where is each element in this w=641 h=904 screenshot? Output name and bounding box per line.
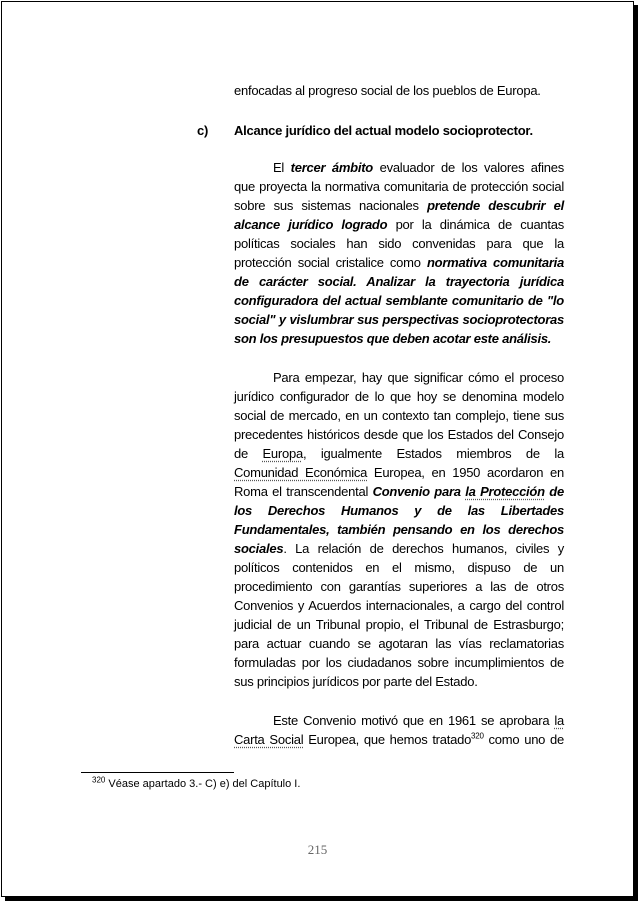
page-number: 215: [307, 842, 328, 857]
text-line: Convenios y Acuerdos internacionales, a cargo del control: [234, 598, 564, 613]
text-line: configuradora del actual semblante comunitario de "lo: [234, 293, 564, 308]
text-line: son los presupuestos que deben acotar este análisis.: [234, 331, 552, 346]
text-line: para actuar cuando se agotaran las vías reclamatorias: [234, 636, 564, 651]
text-line: Roma el transcendental Convenio para la Protección de: [234, 484, 564, 499]
text-line: sus principios jurídicos por parte del Estado.: [234, 674, 478, 689]
text-line: Carta Social Europea, que hemos tratado$^{320}$ como uno de: [234, 731, 564, 747]
text-line: formuladas por los ciudadanos sobre incumplimientos de: [234, 655, 564, 670]
text-line: Este Convenio motivó que en 1961 se aprobara la: [273, 713, 564, 728]
text-line: Fundamentales, también pensando en los derechos: [234, 522, 564, 537]
text-line: social de mercado, en un contexto tan complejo, tiene sus: [234, 408, 564, 423]
text-line: sobre sus sistemas nacionales pretende descubrir el: [234, 198, 564, 213]
text-line: procedimiento con garantías superiores a las de otros: [234, 579, 564, 594]
footnote: [92, 776, 300, 792]
text-line: Para empezar, hay que significar cómo el proceso: [273, 370, 564, 385]
text-line: sociales. La relación de derechos humanos, civiles y: [234, 541, 564, 556]
text-line: que proyecta la normativa comunitaria de protección social: [234, 179, 564, 194]
text-line: precedentes históricos desde que los Estados del Consejo: [234, 427, 564, 442]
text-line: judicial de un Tribunal propio, el Tribunal de Estrasburgo;: [234, 617, 564, 632]
text-line: políticas sociales han sido convenidas para que la: [234, 236, 564, 251]
text-line: de Europa, igualmente Estados miembros de la: [234, 446, 564, 461]
text-line: de carácter social. Analizar la trayectoria jurídica: [234, 274, 564, 289]
footnote-number: 320: [92, 775, 106, 785]
document-page: [1, 1, 634, 897]
text-line: social" y vislumbrar sus perspectivas socioprotectoras: [234, 312, 564, 327]
footnote-text: Véase apartado 3.- C) e) del Capítulo I.: [105, 778, 301, 790]
text-line: Comunidad Económica Europea, en 1950 acordaron en: [234, 465, 565, 480]
text-line: protección social cristalice como normativa comunitaria: [234, 255, 564, 270]
text-line: políticos contenidos en el mismo, dispuso de un: [234, 560, 564, 575]
text-line: alcance jurídico logrado por la dinámica de cuantas: [234, 217, 565, 232]
footnote-separator: [81, 772, 234, 773]
text-line: los Derechos Humanos y de las Libertades: [234, 503, 564, 518]
text-line: El tercer ámbito evaluador de los valores afines: [273, 160, 564, 175]
text-line: jurídico configurador de lo que hoy se denomina modelo: [234, 389, 564, 404]
footnote-ref: 320: [471, 731, 484, 741]
text-line: enfocadas al progreso social de los pueblos de Europa.: [234, 83, 541, 98]
heading-letter: c): [197, 123, 209, 138]
section-heading: Alcance jurídico del actual modelo socioprotector.: [234, 123, 533, 138]
